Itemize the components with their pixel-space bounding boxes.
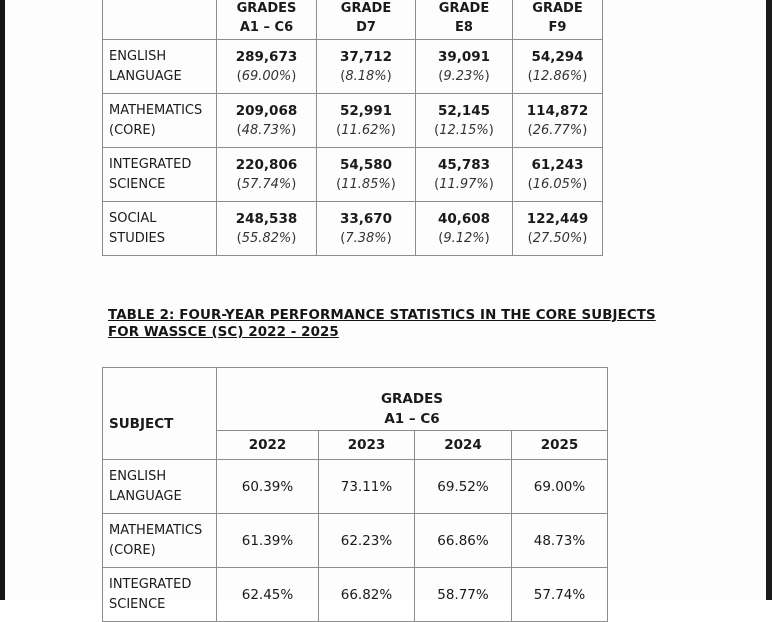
value-cell: 62.45% [217,568,319,622]
value-cell [217,40,317,94]
count: 52,991 [339,102,393,119]
subject-cell: INTEGRATED SCIENCE [103,568,217,622]
value-cell: 58.77% [415,568,512,622]
year-header: 2022 [217,431,319,460]
value-cell: 66.86% [415,514,512,568]
value-cell: 61.39% [217,514,319,568]
subject-cell: ENGLISH LANGUAGE [103,40,217,94]
count: 33,670 [339,210,393,227]
value-cell [416,148,513,202]
percent: (57.74%) [236,176,297,192]
count: 114,872 [526,102,589,119]
table-header-row [103,368,608,431]
percent: (69.00%) [236,68,297,84]
count: 122,449 [526,210,589,227]
header-grade-d7: GRADE D7 [317,0,416,40]
header-grade-e8: GRADE E8 [416,0,513,40]
count: 37,712 [339,48,393,65]
value-cell [317,202,416,256]
percent: (11.97%) [434,176,494,192]
table-row [103,148,603,202]
count: 61,243 [531,156,584,173]
percent: (48.73%) [236,122,297,138]
subject-header: SUBJECT [103,368,217,460]
year-header: 2024 [415,431,512,460]
value-cell [513,94,603,148]
header-grade-f9: GRADE F9 [513,0,603,40]
count: 39,091 [437,48,491,65]
value-cell: 69.52% [415,460,512,514]
percent: (12.86%) [527,68,588,84]
subject-cell: MATHEMATICS (CORE) [103,514,217,568]
value-cell [217,202,317,256]
value-cell [416,202,513,256]
subject-cell: SOCIAL STUDIES [103,202,217,256]
header-grades-a1-c6: GRADES A1 – C6 [217,0,317,40]
table-row [103,514,608,568]
count: 220,806 [235,156,298,173]
table-row [103,460,608,514]
percent: (26.77%) [527,122,588,138]
percent: (9.12%) [438,230,490,246]
count: 289,673 [235,48,298,65]
percent: (11.85%) [336,176,396,192]
value-cell: 48.73% [512,514,608,568]
value-cell [416,40,513,94]
percent: (7.38%) [340,230,392,246]
percent: (12.15%) [434,122,494,138]
table-row [103,202,603,256]
subject-cell: INTEGRATED SCIENCE [103,148,217,202]
subject-cell: ENGLISH LANGUAGE [103,460,217,514]
value-cell: 69.00% [512,460,608,514]
percent: (9.23%) [438,68,490,84]
value-cell [513,148,603,202]
percent: (8.18%) [340,68,392,84]
table-row [103,94,603,148]
year-header: 2023 [319,431,415,460]
table-row [103,40,603,94]
count: 54,294 [531,48,584,65]
photo-edge-right [766,0,772,600]
value-cell: 60.39% [217,460,319,514]
value-cell [416,94,513,148]
value-cell [217,148,317,202]
value-cell [317,40,416,94]
percent: (16.05%) [527,176,588,192]
count: 45,783 [437,156,491,173]
four-year-performance-table [102,367,608,622]
value-cell [513,202,603,256]
table-row [103,568,608,622]
percent: (55.82%) [236,230,297,246]
value-cell: 73.11% [319,460,415,514]
count: 40,608 [437,210,491,227]
value-cell [317,94,416,148]
count: 248,538 [235,210,298,227]
grades-header: GRADES A1 – C6 [217,368,608,431]
value-cell [317,148,416,202]
table-header-row [103,0,603,40]
grade-distribution-table [102,0,603,256]
subject-cell: MATHEMATICS (CORE) [103,94,217,148]
value-cell: 62.23% [319,514,415,568]
percent: (27.50%) [527,230,588,246]
value-cell [217,94,317,148]
count: 52,145 [437,102,491,119]
value-cell: 66.82% [319,568,415,622]
percent: (11.62%) [336,122,396,138]
year-header: 2025 [512,431,608,460]
value-cell: 57.74% [512,568,608,622]
count: 54,580 [339,156,393,173]
header-empty-cell [103,0,217,40]
count: 209,068 [235,102,298,119]
table-2-caption: TABLE 2: FOUR-YEAR PERFORMANCE STATISTICS IN THE CORE SUBJECTS FOR WASSCE (SC) 2022 - 2025 [108,308,656,340]
value-cell [513,40,603,94]
